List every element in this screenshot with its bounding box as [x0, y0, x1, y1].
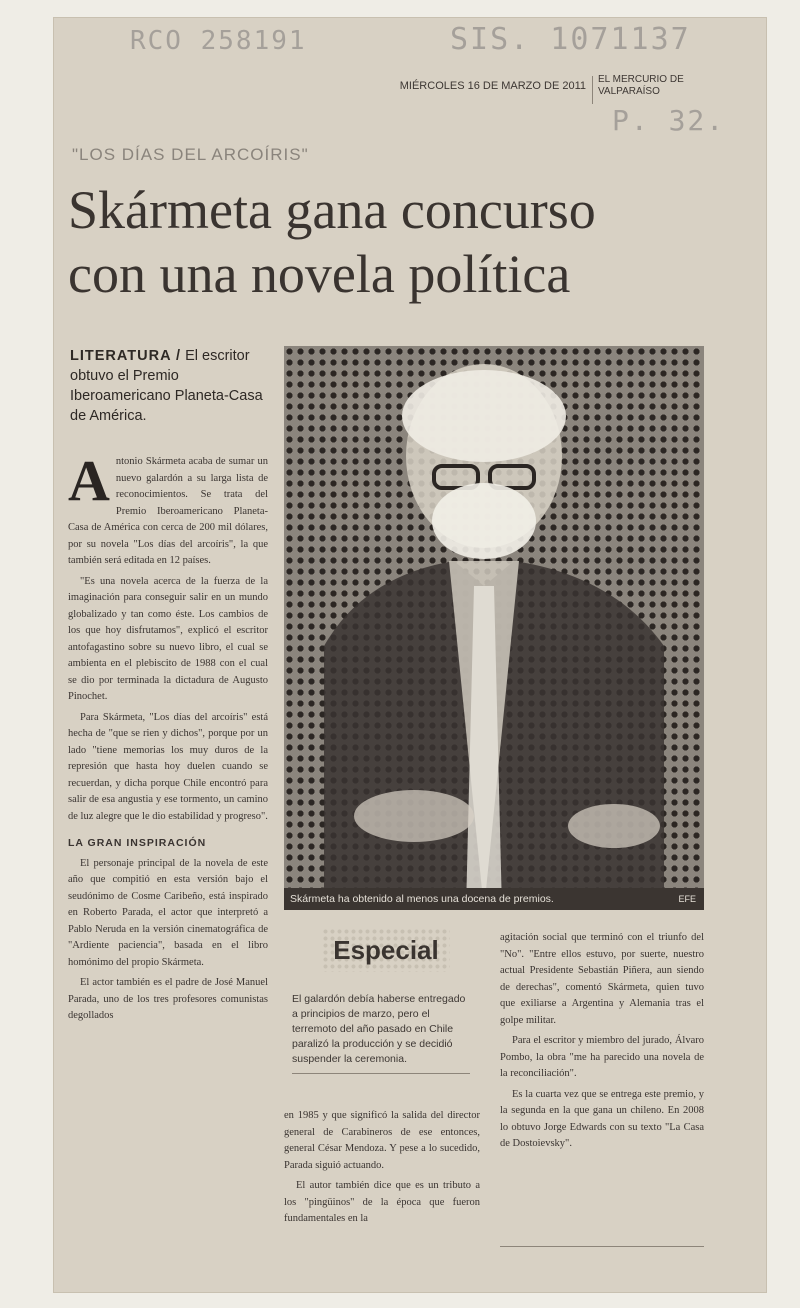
masthead-divider	[592, 76, 593, 104]
paragraph: "Es una novela acerca de la fuerza de la imaginación para conseguir salir en un mundo globalizado y tan como éste. Los cambios de los que hoy disfrutamos", explicó el escritor antofagastino sobre su nuevo libro, el cual se ambienta en el plebiscito de 1988 con el cual se dio por terminada la dictadura de Augusto Pinochet.	[68, 575, 268, 702]
column-2	[284, 1108, 480, 1232]
article-kicker: "LOS DÍAS DEL ARCOÍRIS"	[72, 145, 309, 164]
especial-text: El galardón debía haberse entregado a principios de marzo, pero el terremoto del año pasado en Chile paralizó la producción y se decidió suspender la ceremonia.	[292, 992, 470, 1074]
author-photo	[284, 346, 704, 910]
paragraph: Antonio Skármeta acaba de sumar un nuevo galardón a su larga lista de reconocimientos. Se trata del Premio Iberoamericano Planeta-Casa de América con cerca de 200 mil dólares, por su novela "Los días del arcoíris", la que también será editada en 12 países.	[68, 448, 268, 566]
especial-box	[284, 918, 480, 1094]
lead-text: El escritor obtuvo el Premio Iberoamericano Planeta-Casa de América.	[70, 348, 263, 424]
paragraph: El actor también es el padre de José Manuel Parada, uno de los tres profesores comunistas degollados	[68, 977, 268, 1021]
drop-cap: A	[68, 448, 110, 513]
paragraph: Para Skármeta, "Los días del arcoíris" está hecha de "que se rien y dichos", porque por un lado "tiene memorias los muy duros de la represión que hasta hoy duelen cuando se recuerdan, y dicha porque Chile encontró para salir de esa angustia y ese tormento, un camino de luz alegre que le dio estabilidad y progreso".	[68, 711, 268, 822]
lead-label: LITERATURA /	[70, 348, 182, 364]
section-subhead: LA GRAN INSPIRACIÓN	[68, 837, 207, 849]
column-3	[500, 930, 704, 1157]
especial-label: Especial	[322, 928, 450, 972]
headline-line-1: Skármeta gana concurso	[68, 180, 596, 240]
masthead-paper: EL MERCURIO DE VALPARAÍSO	[598, 74, 684, 97]
article-headline	[68, 178, 708, 306]
paragraph: Para el escritor y miembro del jurado, Álvaro Pombo, la obra "me ha parecido una novela de la reconciliación".	[500, 1035, 704, 1079]
page-annotation: P. 32.	[612, 104, 726, 137]
paragraph: Es la cuarta vez que se entrega este premio, y la segunda en la que gana un chileno. En 2008 lo obtuvo Jorge Edwards con su texto "La Casa de Dostoievsky".	[500, 1088, 704, 1149]
paragraph: en 1985 y que significó la salida del director general de Carabineros de ese entonces, general César Mendoza. Y pese a lo sucedido, Parada siguió actuando.	[284, 1110, 480, 1171]
photo-credit: EFE	[678, 894, 696, 904]
author-portrait-image	[284, 346, 704, 910]
column-1	[68, 448, 268, 1029]
archive-ref-left: RCO 258191	[130, 26, 307, 56]
paragraph: El personaje principal de la novela de este año que compitió en esta versión bajo el seudónimo de Cosme Caribeño, está inspirado en Roberto Parada, el actor que interpretó a Pablo Neruda en la versión cinematográfica de "Ardiente paciencia", basada en el libro homónimo del propio Skármeta.	[68, 857, 268, 968]
paragraph: El autor también dice que es un tributo a los "pingüinos" de la época que fueron fundamentales en la	[284, 1180, 480, 1224]
masthead-date: MIÉRCOLES 16 DE MARZO DE 2011	[399, 80, 586, 92]
paragraph: agitación social que terminó con el triunfo del "No". "Entre ellos estuvo, por suerte, nuestro actual Presidente Sebastián Piñera, aun siendo de derechas", comentó Skármeta, quien tuvo que exiliarse a Argentina y Alemania tras el golpe militar.	[500, 932, 704, 1026]
photo-caption-text: Skármeta ha obtenido al menos una docena de premios.	[290, 893, 554, 905]
column-3-bottom-rule	[500, 1246, 704, 1247]
archive-ref-right: SIS. 1071137	[450, 22, 691, 57]
photo-caption	[284, 888, 704, 910]
article-lead	[70, 346, 270, 426]
headline-line-2: con una novela política	[68, 244, 571, 304]
